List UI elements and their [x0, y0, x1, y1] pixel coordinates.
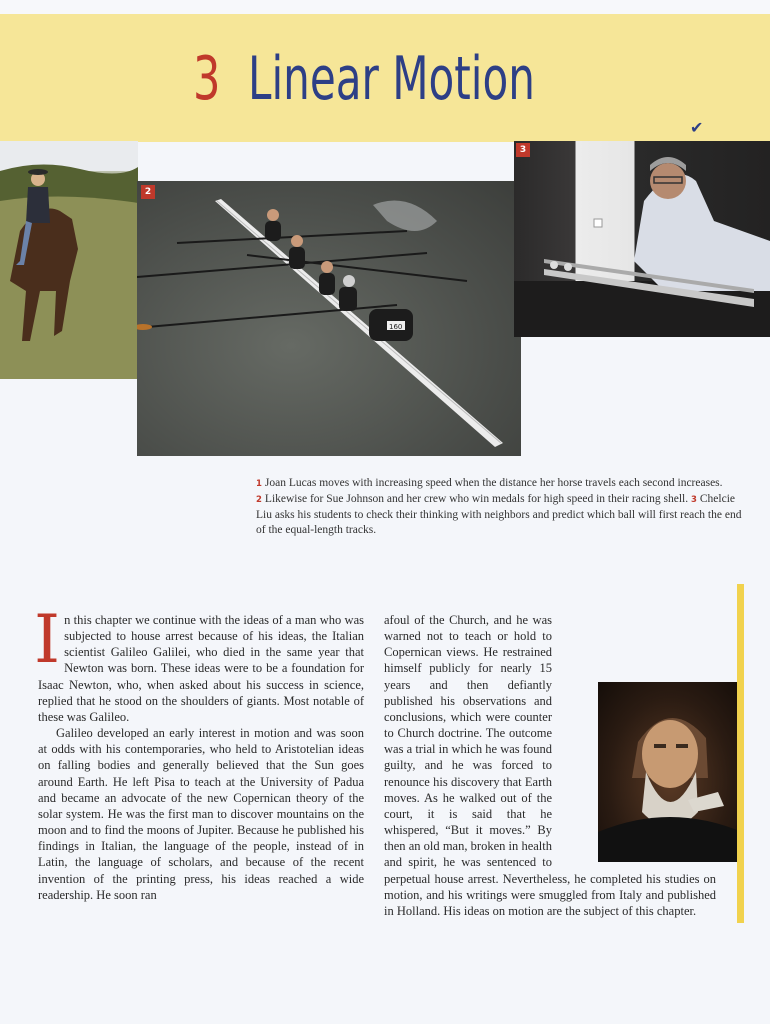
photo-galileo-portrait — [598, 682, 742, 862]
body-column-left — [34, 601, 364, 903]
photo-caption — [256, 476, 746, 538]
check-mark-icon: ✔ — [690, 120, 704, 137]
paragraph-galileo: Galileo developed an early interest in motion and was soon at odds with his contemporaries, who held to Aristotelian ideas on falling bodies and generally believed that the Sun goes around Earth. He left Pisa to teach at the University of Padua and became an advocate of the new Copernican theory of the solar system. He was the first man to discover mountains on the moon and to find the moons of Jupiter. Because he published his findings in Italian, the language of the people, instead of in Latin, the language of scholars, and because of the recent invention of the printing press, his ideas reached a wide readership. He soon ran — [38, 726, 364, 902]
chapter-number: 3 — [193, 44, 222, 114]
chapter-title: Linear Motion — [248, 44, 535, 114]
paragraph-continued: afoul of the Church, and he was warned not to teach or hold to Copernican views. He restrained himself publicly for nearly 15 years and then defiantly published his observations and conclusions, which were counter to Church doctrine. The outcome was a trial in which he was found guilty, and he was forced to renounce his discovery that Earth moves. As he walked out of the court, it is said that he whispered, “But it moves.” By then an old man, broken in health and spirit, he was sentenced to perpetual house arrest. Nevertheless, he completed his studies on motion, and his writings were smuggled from Italy and published in Holland. His ideas on motion are the subject of this chapter. — [384, 613, 716, 918]
photo-horse-rider — [0, 141, 138, 379]
photo-racing-shell — [137, 181, 521, 456]
boat-number: 160 — [389, 323, 403, 331]
caption-text-1: Joan Lucas moves with increasing speed when the distance her horse travels each second increases. — [264, 477, 723, 489]
caption-text-3: Chelcie Liu asks his students to check their thinking with neighbors and predict which ball will first reach the end of the equal-length tracks. — [256, 493, 742, 536]
photo-badge-2: 2 — [141, 185, 155, 199]
drop-cap: I — [34, 601, 61, 678]
caption-num-2: 2 — [256, 495, 262, 505]
photo-teacher-tracks — [514, 141, 770, 337]
caption-num-1: 1 — [256, 479, 262, 489]
top-strip — [0, 0, 770, 14]
paragraph-intro-text: n this chapter we continue with the ideas of a man who was subjected to house arrest because of his ideas, the Italian scientist Galileo Galilei, who died in the same year that Newton was born. These ideas were to be a foundation for Isaac Newton, who, when asked about his success in science, replied that he stood on the shoulders of giants. Most notable of these was Galileo. — [38, 613, 364, 724]
photo-badge-3: 3 — [516, 143, 530, 157]
caption-text-2: Likewise for Sue Johnson and her crew who win medals for high speed in their racing shell. — [264, 493, 689, 505]
chapter-banner — [0, 14, 770, 142]
paragraph-intro — [34, 601, 364, 725]
margin-accent-bar — [737, 584, 744, 923]
caption-num-3: 3 — [690, 495, 697, 505]
